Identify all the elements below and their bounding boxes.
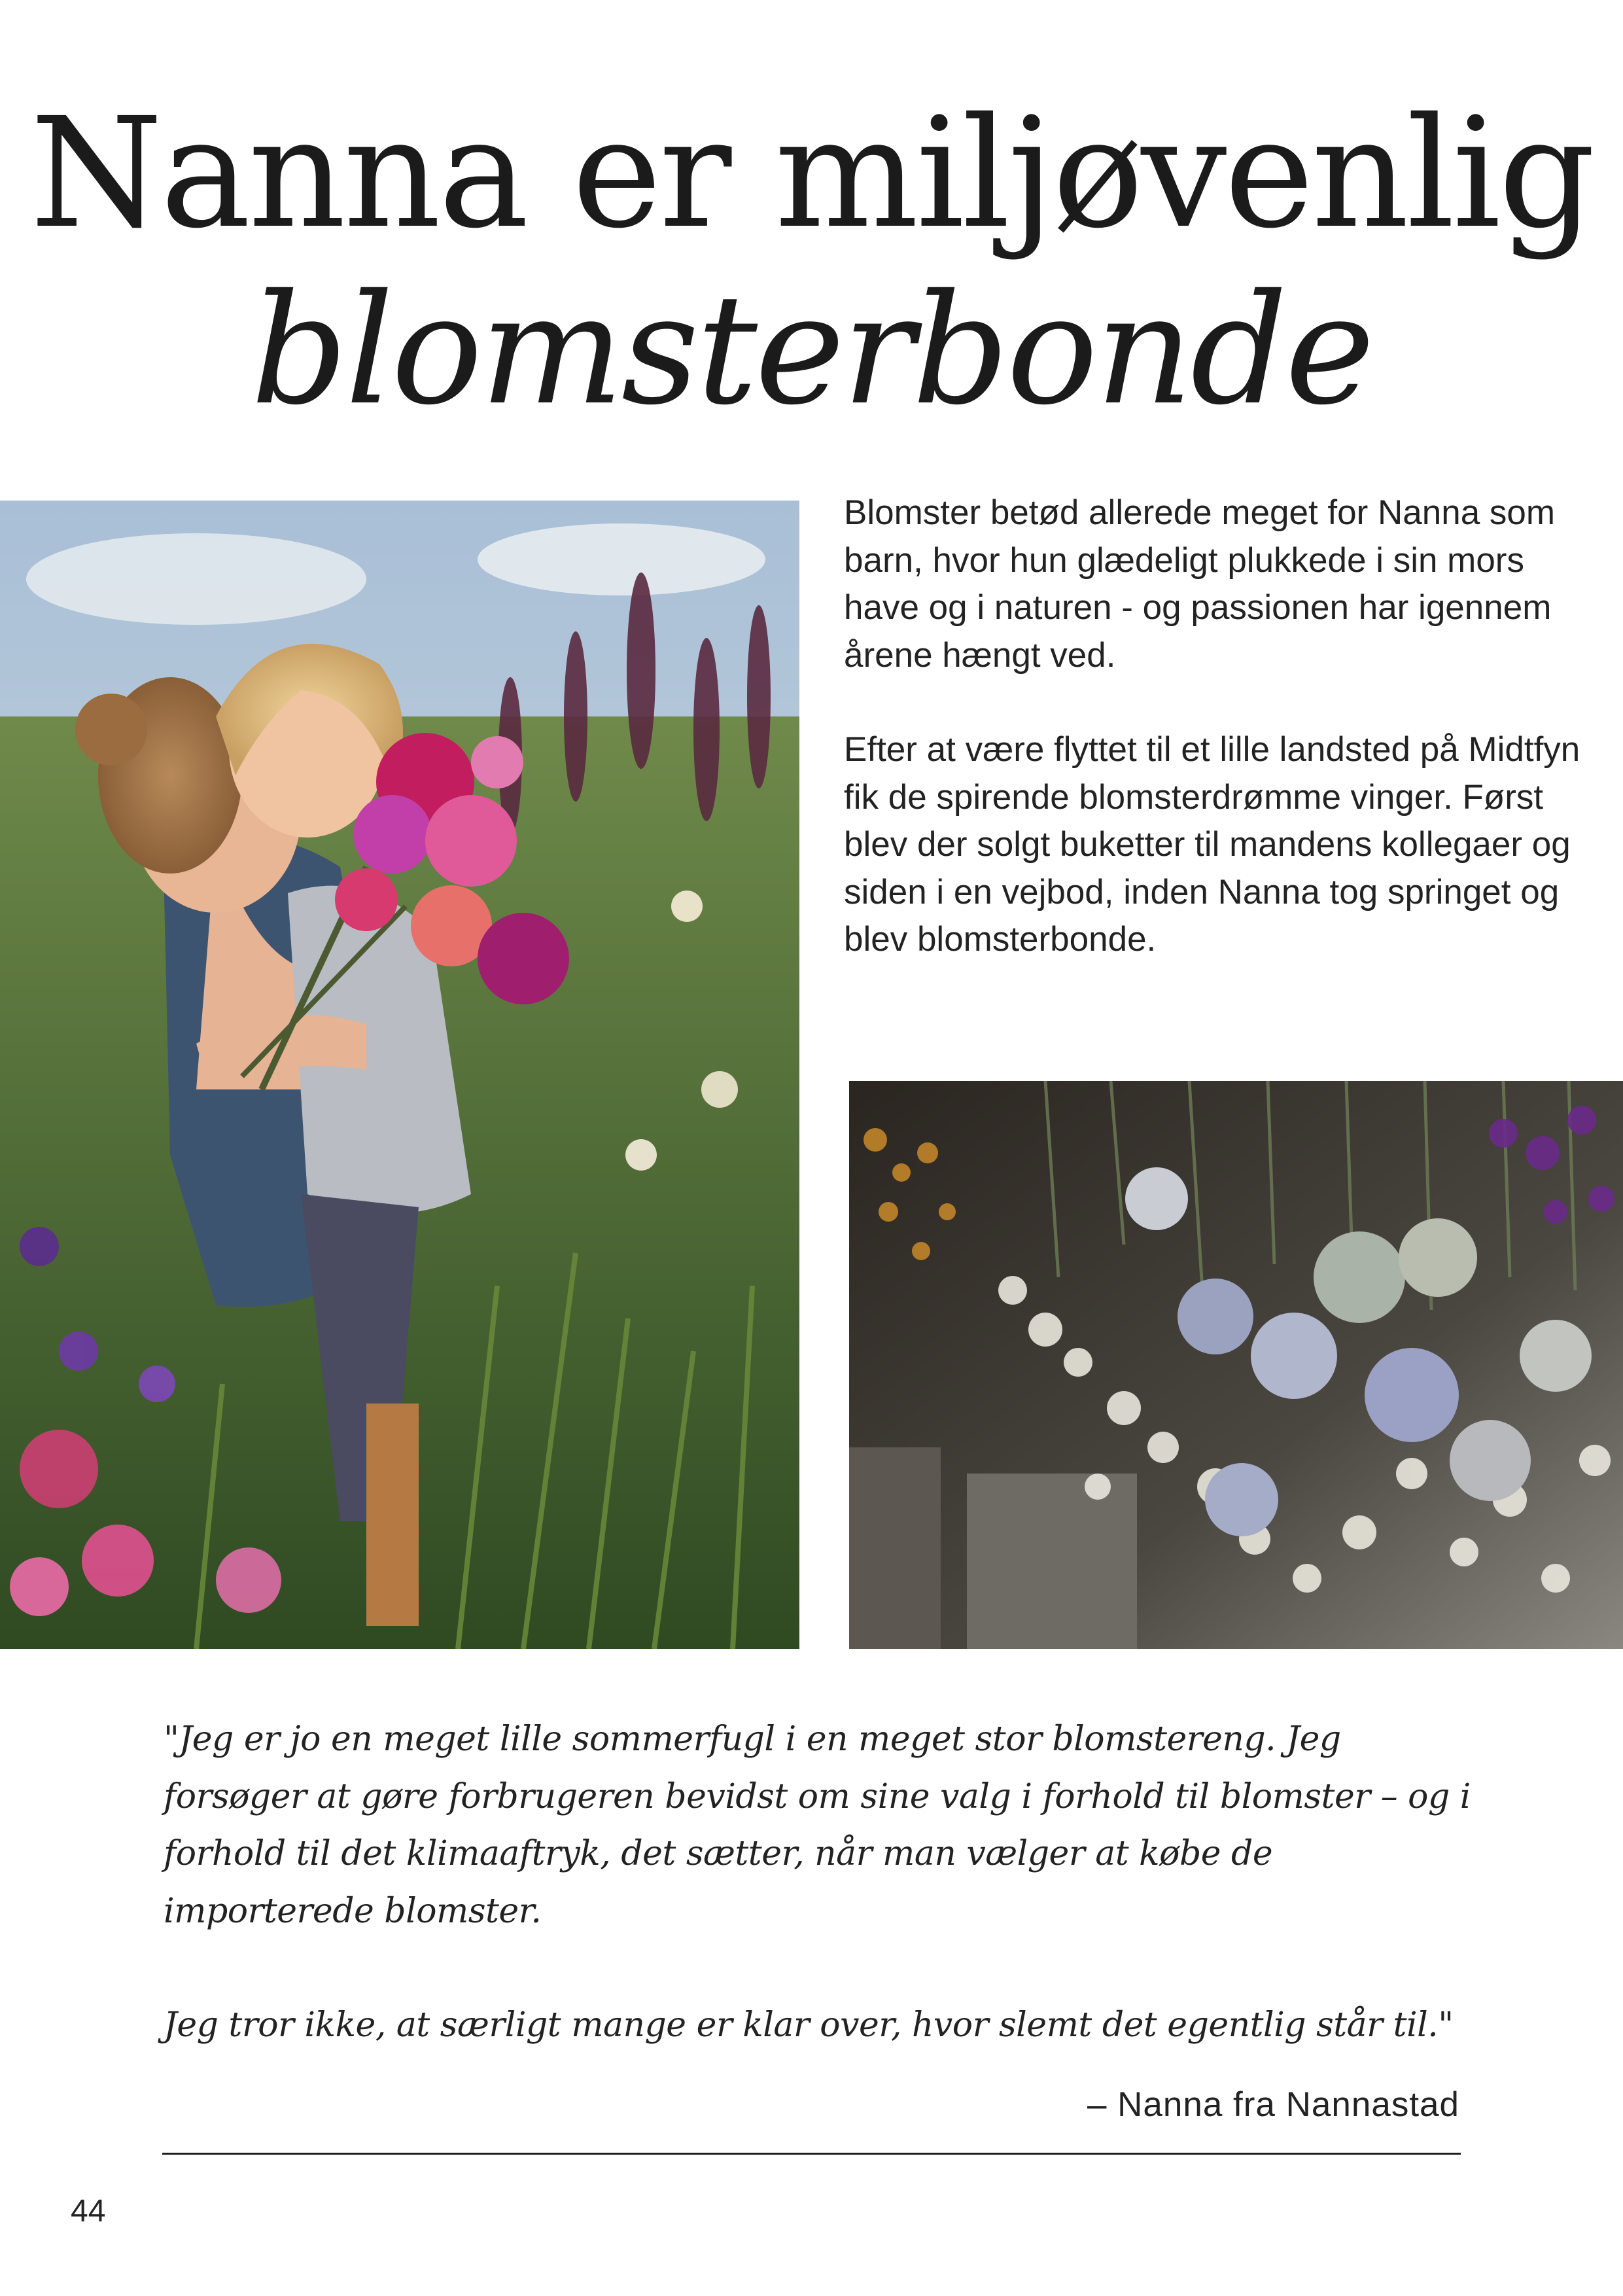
article-title bbox=[0, 85, 1623, 438]
article-body bbox=[844, 489, 1596, 1011]
quote-paragraph-2: Jeg tror ikke, at særligt mange er klar over, hvor slemt det egentlig står til." bbox=[164, 2005, 1454, 2045]
photo-mother-child-flowers bbox=[0, 501, 799, 1649]
page-number: 44 bbox=[71, 2194, 106, 2229]
pull-quote bbox=[164, 1711, 1472, 2055]
body-paragraph-2: Efter at være flyttet til et lille landsted på Midtfyn fik de spirende blomsterdrømme vinger. Først blev der solgt buketter til mandens kollegaer og siden i en vejbod, inden Nanna tog springet og blev blomsterbonde. bbox=[844, 730, 1580, 959]
quote-paragraph-1: "Jeg er jo en meget lille sommerfugl i en meget stor blomstereng. Jeg forsøger at gøre forbrugeren bevidst om sine valg i forhold til blomster – og i forhold til det klimaaftryk, det sætter, når man vælger at købe de importerede blomster. bbox=[164, 1720, 1471, 1931]
photo-hanging-dried-flowers bbox=[849, 1081, 1623, 1649]
body-paragraph-1: Blomster betød allerede meget for Nanna som barn, hvor hun glædeligt plukkede i sin mors have og i naturen - og passionen har igennem årene hængt ved. bbox=[844, 493, 1556, 675]
title-line-2: blomsterbonde bbox=[251, 262, 1372, 438]
divider-rule bbox=[162, 2153, 1461, 2155]
title-line-1: Nanna er miljøvenlig bbox=[30, 85, 1593, 262]
quote-attribution: – Nanna fra Nannastad bbox=[1087, 2085, 1459, 2124]
